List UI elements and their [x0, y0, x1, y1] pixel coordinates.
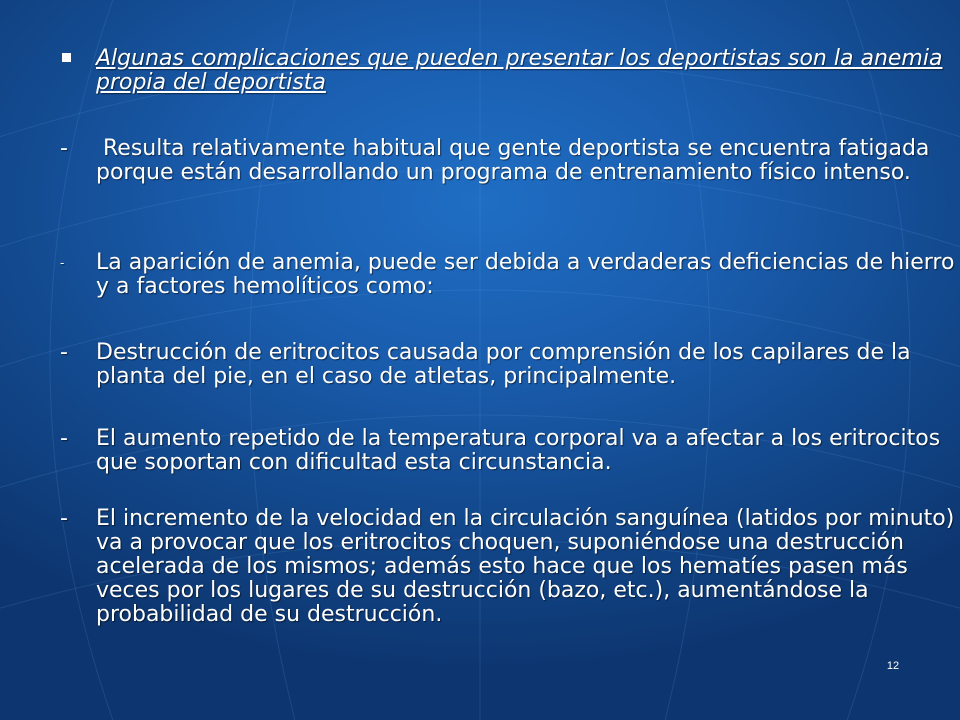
intro-bullet	[60, 47, 956, 95]
list-item-destruction-text: Destrucción de eritrocitos causada por comprensión de los capilares de la planta del pie, en el caso de atletas, principalmente.	[96, 340, 911, 389]
paragraph-fatigue-text: Resulta relativamente habitual que gente deportista se encuentra fatigada porque están desarrollando un programa de entrenamiento físico intenso.	[96, 136, 930, 185]
list-item-temperature-text: El aumento repetido de la temperatura corporal va a afectar a los eritrocitos que soportan con dificultad esta circunstancia.	[96, 426, 941, 475]
dash-marker: -	[60, 340, 68, 365]
paragraph-anemia-text: La aparición de anemia, puede ser debida a verdaderas deficiencias de hierro y a factores hemolíticos como:	[96, 250, 955, 299]
list-item-velocity	[60, 507, 956, 627]
dash-marker: -	[60, 136, 68, 161]
intro-text: Algunas complicaciones que pueden presentar los deportistas son la anemia propia del deportista	[96, 46, 943, 95]
dash-marker: -	[60, 506, 68, 531]
square-bullet-icon	[60, 47, 96, 71]
list-item-velocity-text: El incremento de la velocidad en la circulación sanguínea (latidos por minuto) va a provocar que los eritrocitos choquen, suponiéndose una destrucción acelerada de los mismos; además esto hace que los hematíes pasen más veces por los lugares de su destrucción (bazo, etc.), aumentándose la probabilidad de su destrucción.	[96, 506, 955, 627]
dash-marker: -	[60, 426, 68, 451]
list-item-temperature	[60, 427, 956, 475]
paragraph-fatigue	[60, 137, 956, 185]
small-dash-marker: -	[60, 256, 65, 270]
list-item-destruction	[60, 341, 956, 389]
page-number: 12	[886, 660, 900, 672]
paragraph-anemia	[60, 251, 956, 299]
